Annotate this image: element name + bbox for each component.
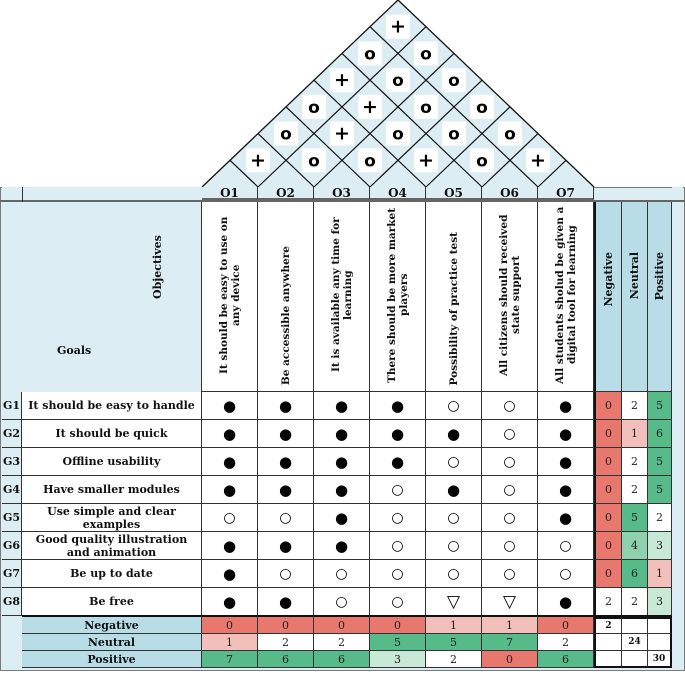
weak-relation-icon: ○ xyxy=(503,509,516,526)
objective-text: All students sholud be given a digital tool for learning xyxy=(553,206,578,384)
neutral-correlation-icon: o xyxy=(308,97,320,118)
side-blank xyxy=(672,448,683,476)
objective-header-5 xyxy=(426,202,482,392)
weak-relation-icon: ○ xyxy=(391,565,404,582)
relationship-cell xyxy=(314,476,370,504)
weak-relation-icon: ○ xyxy=(391,509,404,526)
side-label: Neutral xyxy=(627,252,641,300)
total-neutral: 24 xyxy=(622,634,648,651)
goal-code: G1 xyxy=(2,392,22,420)
goal-positive-count: 1 xyxy=(648,560,672,588)
relationship-cell xyxy=(370,504,426,532)
summary-value: 0 xyxy=(538,617,594,634)
summary-value: 3 xyxy=(370,651,426,668)
goal-neutral-count: 6 xyxy=(622,560,648,588)
summary-label: Neutral xyxy=(22,634,202,651)
goal-neutral-count: 5 xyxy=(622,504,648,532)
strong-relation-icon: ● xyxy=(278,536,293,555)
relationship-cell xyxy=(538,560,594,588)
side-blank xyxy=(672,476,683,504)
relationship-cell xyxy=(538,504,594,532)
total-cell xyxy=(622,651,648,668)
summary-g-blank xyxy=(2,617,22,634)
goal-name: It should be quick xyxy=(22,420,202,448)
positive-correlation-icon: + xyxy=(334,69,350,92)
goal-positive-count: 2 xyxy=(648,504,672,532)
neutral-correlation-icon: o xyxy=(308,151,320,172)
bottom-strip xyxy=(2,668,683,670)
relationship-cell xyxy=(370,560,426,588)
relationship-cell xyxy=(202,392,258,420)
side-blank xyxy=(672,420,683,448)
summary-label: Positive xyxy=(22,651,202,668)
relationship-cell xyxy=(370,420,426,448)
side-blank xyxy=(672,532,683,560)
relationship-cell xyxy=(426,420,482,448)
neutral-correlation-icon: o xyxy=(392,124,404,145)
strong-relation-icon: ● xyxy=(334,396,349,415)
goal-positive-count: 3 xyxy=(648,532,672,560)
total-negative: 2 xyxy=(594,617,622,634)
header-corner-left xyxy=(2,187,22,200)
summary-value: 5 xyxy=(370,634,426,651)
relationship-cell xyxy=(202,560,258,588)
total-cell xyxy=(594,651,622,668)
objective-code-3: O3 xyxy=(314,187,370,200)
relationship-cell xyxy=(314,560,370,588)
strong-relation-icon: ● xyxy=(222,452,237,471)
relationship-cell xyxy=(426,448,482,476)
relationship-cell xyxy=(202,476,258,504)
weak-relation-icon: ○ xyxy=(447,537,460,554)
header-g-blank xyxy=(2,202,22,392)
relationship-cell xyxy=(258,392,314,420)
objective-text: There should be more market players xyxy=(385,207,410,383)
strong-relation-icon: ● xyxy=(446,480,461,499)
strong-relation-icon: ● xyxy=(334,508,349,527)
summary-value: 6 xyxy=(314,651,370,668)
goal-name: Have smaller modules xyxy=(22,476,202,504)
strong-relation-icon: ● xyxy=(334,536,349,555)
neutral-correlation-icon: o xyxy=(280,124,292,145)
goals-objectives-header xyxy=(22,202,202,392)
objective-code-5: O5 xyxy=(426,187,482,200)
neutral-correlation-icon: o xyxy=(448,71,460,92)
goal-code: G8 xyxy=(2,588,22,616)
strong-relation-icon: ● xyxy=(278,480,293,499)
strong-relation-icon: ● xyxy=(278,592,293,611)
summary-value: 0 xyxy=(258,617,314,634)
relationship-cell xyxy=(482,504,538,532)
summary-value: 2 xyxy=(538,634,594,651)
relationship-cell xyxy=(482,420,538,448)
weak-relation-icon: ○ xyxy=(447,509,460,526)
summary-g-blank xyxy=(2,651,22,668)
relationship-cell xyxy=(258,560,314,588)
relationship-cell xyxy=(314,392,370,420)
neutral-correlation-icon: o xyxy=(476,151,488,172)
weak-relation-icon: ○ xyxy=(447,397,460,414)
relationship-cell xyxy=(482,392,538,420)
goal-code: G6 xyxy=(2,532,22,560)
relationship-cell xyxy=(426,560,482,588)
goal-code: G7 xyxy=(2,560,22,588)
objective-header-6 xyxy=(482,202,538,392)
relationship-cell xyxy=(202,532,258,560)
strong-relation-icon: ● xyxy=(278,424,293,443)
relationship-cell xyxy=(482,448,538,476)
summary-value: 2 xyxy=(314,634,370,651)
weak-relation-icon: ○ xyxy=(503,425,516,442)
goal-code: G5 xyxy=(2,504,22,532)
strong-relation-icon: ● xyxy=(446,424,461,443)
total-cell xyxy=(622,617,648,634)
relationship-cell xyxy=(314,504,370,532)
relationship-cell xyxy=(426,504,482,532)
weak-relation-icon: ○ xyxy=(503,453,516,470)
goal-negative-count: 0 xyxy=(594,532,622,560)
objective-header-7 xyxy=(538,202,594,392)
strong-relation-icon: ● xyxy=(222,564,237,583)
relationship-cell xyxy=(258,504,314,532)
relationship-cell xyxy=(538,420,594,448)
total-cell xyxy=(648,634,672,651)
objective-code-2: O2 xyxy=(258,187,314,200)
positive-correlation-icon: + xyxy=(390,15,406,38)
goal-name: Offline usability xyxy=(22,448,202,476)
goal-negative-count: 0 xyxy=(594,448,622,476)
weak-relation-icon: ○ xyxy=(391,537,404,554)
weak-relation-icon: ○ xyxy=(279,509,292,526)
header-side-blank xyxy=(672,187,683,200)
relationship-cell xyxy=(426,588,482,616)
weak-relation-icon: ○ xyxy=(447,565,460,582)
relationship-cell xyxy=(258,420,314,448)
objective-header-1 xyxy=(202,202,258,392)
relationship-cell xyxy=(314,532,370,560)
negative-relation-icon: ▽ xyxy=(502,591,517,612)
summary-value: 0 xyxy=(314,617,370,634)
relationship-cell xyxy=(482,532,538,560)
relationship-cell xyxy=(314,420,370,448)
side-blank xyxy=(672,560,683,588)
relationship-cell xyxy=(314,448,370,476)
relationship-cell xyxy=(482,588,538,616)
relationship-cell xyxy=(538,588,594,616)
strong-relation-icon: ● xyxy=(558,396,573,415)
relationship-cell xyxy=(426,476,482,504)
weak-relation-icon: ○ xyxy=(559,537,572,554)
relationship-cell xyxy=(202,588,258,616)
strong-relation-icon: ● xyxy=(222,536,237,555)
objective-code-6: O6 xyxy=(482,187,538,200)
relationship-cell xyxy=(538,532,594,560)
summary-value: 1 xyxy=(482,617,538,634)
strong-relation-icon: ● xyxy=(558,480,573,499)
goal-name: Be free xyxy=(22,588,202,616)
strong-relation-icon: ● xyxy=(558,424,573,443)
goal-name: Be up to date xyxy=(22,560,202,588)
weak-relation-icon: ○ xyxy=(503,537,516,554)
objective-text: All citizens should received state support xyxy=(497,214,522,376)
side-label: Positive xyxy=(652,252,666,301)
relationship-cell xyxy=(258,532,314,560)
goal-neutral-count: 2 xyxy=(622,588,648,616)
goal-negative-count: 0 xyxy=(594,392,622,420)
summary-g-blank xyxy=(2,634,22,651)
relationship-cell xyxy=(202,448,258,476)
relationship-cell xyxy=(426,392,482,420)
goal-name: Use simple and clear examples xyxy=(22,504,202,532)
objective-header-2 xyxy=(258,202,314,392)
objective-code-4: O4 xyxy=(370,187,426,200)
relationship-cell xyxy=(202,504,258,532)
neutral-correlation-icon: o xyxy=(504,124,516,145)
relationship-cell xyxy=(314,588,370,616)
weak-relation-icon: ○ xyxy=(503,481,516,498)
strong-relation-icon: ● xyxy=(222,480,237,499)
summary-value: 1 xyxy=(202,634,258,651)
neutral-correlation-icon: o xyxy=(364,151,376,172)
side-label: Negative xyxy=(601,252,615,307)
strong-relation-icon: ● xyxy=(334,480,349,499)
strong-relation-icon: ● xyxy=(222,592,237,611)
relationship-cell xyxy=(202,420,258,448)
goal-neutral-count: 2 xyxy=(622,392,648,420)
objective-text: Be accessible anywhere xyxy=(279,245,292,385)
relationship-cell xyxy=(370,476,426,504)
relationship-cell xyxy=(538,392,594,420)
negative-relation-icon: ▽ xyxy=(446,591,461,612)
weak-relation-icon: ○ xyxy=(335,593,348,610)
side-blank xyxy=(672,504,683,532)
goal-code: G4 xyxy=(2,476,22,504)
positive-correlation-icon: + xyxy=(250,149,266,172)
strong-relation-icon: ● xyxy=(222,424,237,443)
goals-label: Goals xyxy=(57,344,92,357)
weak-relation-icon: ○ xyxy=(503,565,516,582)
neutral-correlation-icon: o xyxy=(392,71,404,92)
summary-value: 6 xyxy=(258,651,314,668)
strong-relation-icon: ● xyxy=(558,452,573,471)
side-header-positive xyxy=(648,202,672,392)
weak-relation-icon: ○ xyxy=(447,453,460,470)
summary-value: 6 xyxy=(538,651,594,668)
relationship-cell xyxy=(426,532,482,560)
objective-text: Possibility of practice test xyxy=(447,231,460,385)
summary-value: 7 xyxy=(202,651,258,668)
side-header-neutral xyxy=(622,202,648,392)
objective-code-7: O7 xyxy=(538,187,594,200)
weak-relation-icon: ○ xyxy=(335,565,348,582)
strong-relation-icon: ● xyxy=(390,424,405,443)
summary-value: 0 xyxy=(202,617,258,634)
neutral-correlation-icon: o xyxy=(420,44,432,65)
relationship-cell xyxy=(370,532,426,560)
relationship-cell xyxy=(538,476,594,504)
summary-value: 2 xyxy=(426,651,482,668)
relationship-cell xyxy=(482,560,538,588)
correlation-roof xyxy=(0,0,685,190)
goal-positive-count: 5 xyxy=(648,392,672,420)
relationship-cell xyxy=(258,476,314,504)
relationship-cell xyxy=(370,448,426,476)
goal-positive-count: 5 xyxy=(648,476,672,504)
positive-correlation-icon: + xyxy=(530,149,546,172)
goal-positive-count: 6 xyxy=(648,420,672,448)
summary-value: 1 xyxy=(426,617,482,634)
total-positive: 30 xyxy=(648,651,672,668)
relationship-cell xyxy=(370,588,426,616)
positive-correlation-icon: + xyxy=(334,122,350,145)
goal-positive-count: 3 xyxy=(648,588,672,616)
strong-relation-icon: ● xyxy=(390,452,405,471)
relationship-cell xyxy=(258,448,314,476)
neutral-correlation-icon: o xyxy=(476,97,488,118)
objectives-label: Objectives xyxy=(151,235,164,299)
total-cell xyxy=(648,617,672,634)
goal-negative-count: 0 xyxy=(594,420,622,448)
objective-header-3 xyxy=(314,202,370,392)
strong-relation-icon: ● xyxy=(390,396,405,415)
side-blank xyxy=(672,392,683,420)
side-blank xyxy=(672,588,683,616)
summary-value: 5 xyxy=(426,634,482,651)
strong-relation-icon: ● xyxy=(334,452,349,471)
goal-negative-count: 0 xyxy=(594,504,622,532)
strong-relation-icon: ● xyxy=(558,592,573,611)
objective-text: It should be easy to use on any device xyxy=(217,216,242,374)
total-cell xyxy=(594,634,622,651)
side-header-negative xyxy=(594,202,622,392)
header-corner xyxy=(22,187,202,200)
relationship-cell xyxy=(482,476,538,504)
weak-relation-icon: ○ xyxy=(559,565,572,582)
weak-relation-icon: ○ xyxy=(279,565,292,582)
goal-negative-count: 0 xyxy=(594,476,622,504)
summary-value: 0 xyxy=(370,617,426,634)
positive-correlation-icon: + xyxy=(362,95,378,118)
weak-relation-icon: ○ xyxy=(391,481,404,498)
strong-relation-icon: ● xyxy=(334,424,349,443)
strong-relation-icon: ● xyxy=(278,452,293,471)
strong-relation-icon: ● xyxy=(278,396,293,415)
summary-value: 0 xyxy=(482,651,538,668)
relationship-cell xyxy=(538,448,594,476)
goal-negative-count: 2 xyxy=(594,588,622,616)
goal-neutral-count: 4 xyxy=(622,532,648,560)
objective-code-1: O1 xyxy=(202,187,258,200)
goal-name: It should be easy to handle xyxy=(22,392,202,420)
weak-relation-icon: ○ xyxy=(223,509,236,526)
objective-text: It is available any time for learning xyxy=(329,217,354,373)
goal-code: G2 xyxy=(2,420,22,448)
goal-positive-count: 5 xyxy=(648,448,672,476)
strong-relation-icon: ● xyxy=(222,396,237,415)
summary-label: Negative xyxy=(22,617,202,634)
objective-header-4 xyxy=(370,202,426,392)
weak-relation-icon: ○ xyxy=(503,397,516,414)
strong-relation-icon: ● xyxy=(558,508,573,527)
goal-neutral-count: 1 xyxy=(622,420,648,448)
summary-value: 2 xyxy=(258,634,314,651)
neutral-correlation-icon: o xyxy=(364,44,376,65)
goal-neutral-count: 2 xyxy=(622,476,648,504)
positive-correlation-icon: + xyxy=(418,149,434,172)
goal-negative-count: 0 xyxy=(594,560,622,588)
goal-name: Good quality illustration and animation xyxy=(22,532,202,560)
weak-relation-icon: ○ xyxy=(391,593,404,610)
goal-code: G3 xyxy=(2,448,22,476)
relationship-cell xyxy=(258,588,314,616)
relationship-cell xyxy=(370,392,426,420)
neutral-correlation-icon: o xyxy=(448,124,460,145)
goal-neutral-count: 2 xyxy=(622,448,648,476)
neutral-correlation-icon: o xyxy=(420,97,432,118)
summary-value: 7 xyxy=(482,634,538,651)
